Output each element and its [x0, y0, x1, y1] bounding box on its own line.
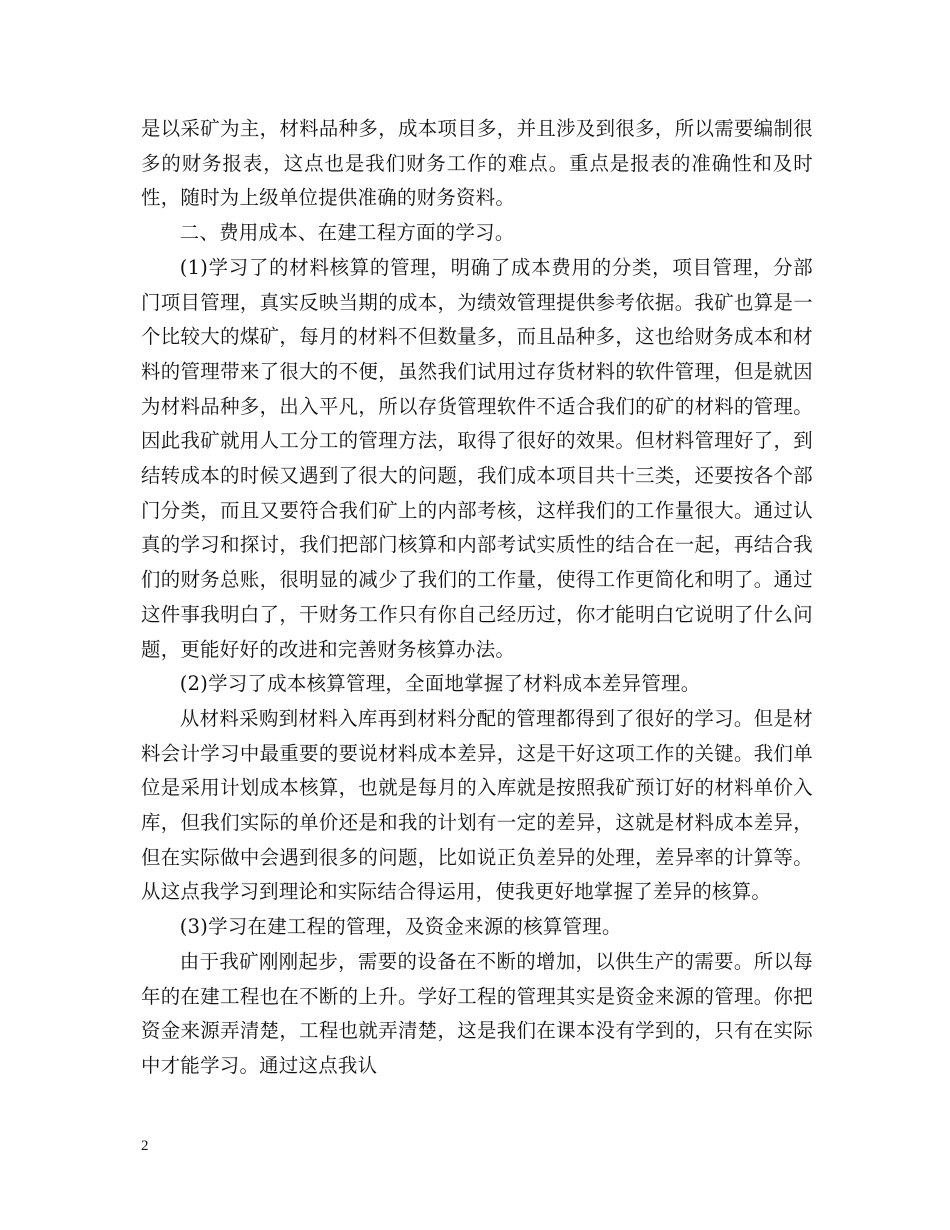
paragraph-material-accounting: (1)学习了的材料核算的管理，明确了成本费用的分类，项目管理，分部门项目管理，真实反映当期的成本，为绩效管理提供参考依据。我矿也算是一个比较大的煤矿，每月的材料不但数量多，而且品种多，这也给财务成本和材料的管理带来了很大的不便，虽然我们试用过存货材料的软件管理，但是就因为材料品种多，出入平凡，所以存货管理软件不适合我们的矿的材料的管理。因此我矿就用人工分工的管理方法，取得了很好的效果。但材料管理好了，到结转成本的时候又遇到了很大的问题，我们成本项目共十三类，还要按各个部门分类，而且又要符合我们矿上的内部考核，这样我们的工作量很大。通过认真的学习和探讨，我们把部门核算和内部考试实质性的结合在一起，再结合我们的财务总账，很明显的减少了我们的工作量，使得工作更简化和明了。通过这件事我明白了，干财务工作只有你自己经历过，你才能明白它说明了什么问题，更能好好的改进和完善财务核算办法。: [141, 255, 813, 661]
page-number: 2: [141, 1138, 149, 1154]
paragraph-construction: 由于我矿刚刚起步，需要的设备在不断的增加，以供生产的需要。所以每年的在建工程也在不断的上升。学好工程的管理其实是资金来源的管理。你把资金来源弄清楚，工程也就弄清楚，这是我们在课本没有学到的，只有在实际中才能学习。通过这点我认: [141, 949, 813, 1077]
paragraph-1: 是以采矿为主，材料品种多，成本项目多，并且涉及到很多，所以需要编制很多的财务报表，这点也是我们财务工作的难点。重点是报表的准确性和及时性，随时为上级单位提供准确的财务资料。: [141, 117, 813, 210]
document-body: [141, 112, 813, 1084]
section-heading-2: 二、费用成本、在建工程方面的学习。: [179, 221, 515, 245]
subheading-construction: (3)学习在建工程的管理，及资金来源的核算管理。: [179, 915, 622, 939]
paragraph-cost-variance: 从材料采购到材料入库再到材料分配的管理都得到了很好的学习。但是材料会计学习中最重要的要说材料成本差异，这是干好这项工作的关键。我们单位是采用计划成本核算，也就是每月的入库就是按照我矿预订好的材料单价入库，但我们实际的单价还是和我的计划有一定的差异，这就是材料成本差异，但在实际做中会遇到很多的问题，比如说正负差异的处理，差异率的计算等。从这点我学习到理论和实际结合得运用，使我更好地掌握了差异的核算。: [141, 706, 813, 904]
subheading-cost-variance: (2)学习了成本核算管理，全面地掌握了材料成本差异管理。: [179, 672, 701, 696]
